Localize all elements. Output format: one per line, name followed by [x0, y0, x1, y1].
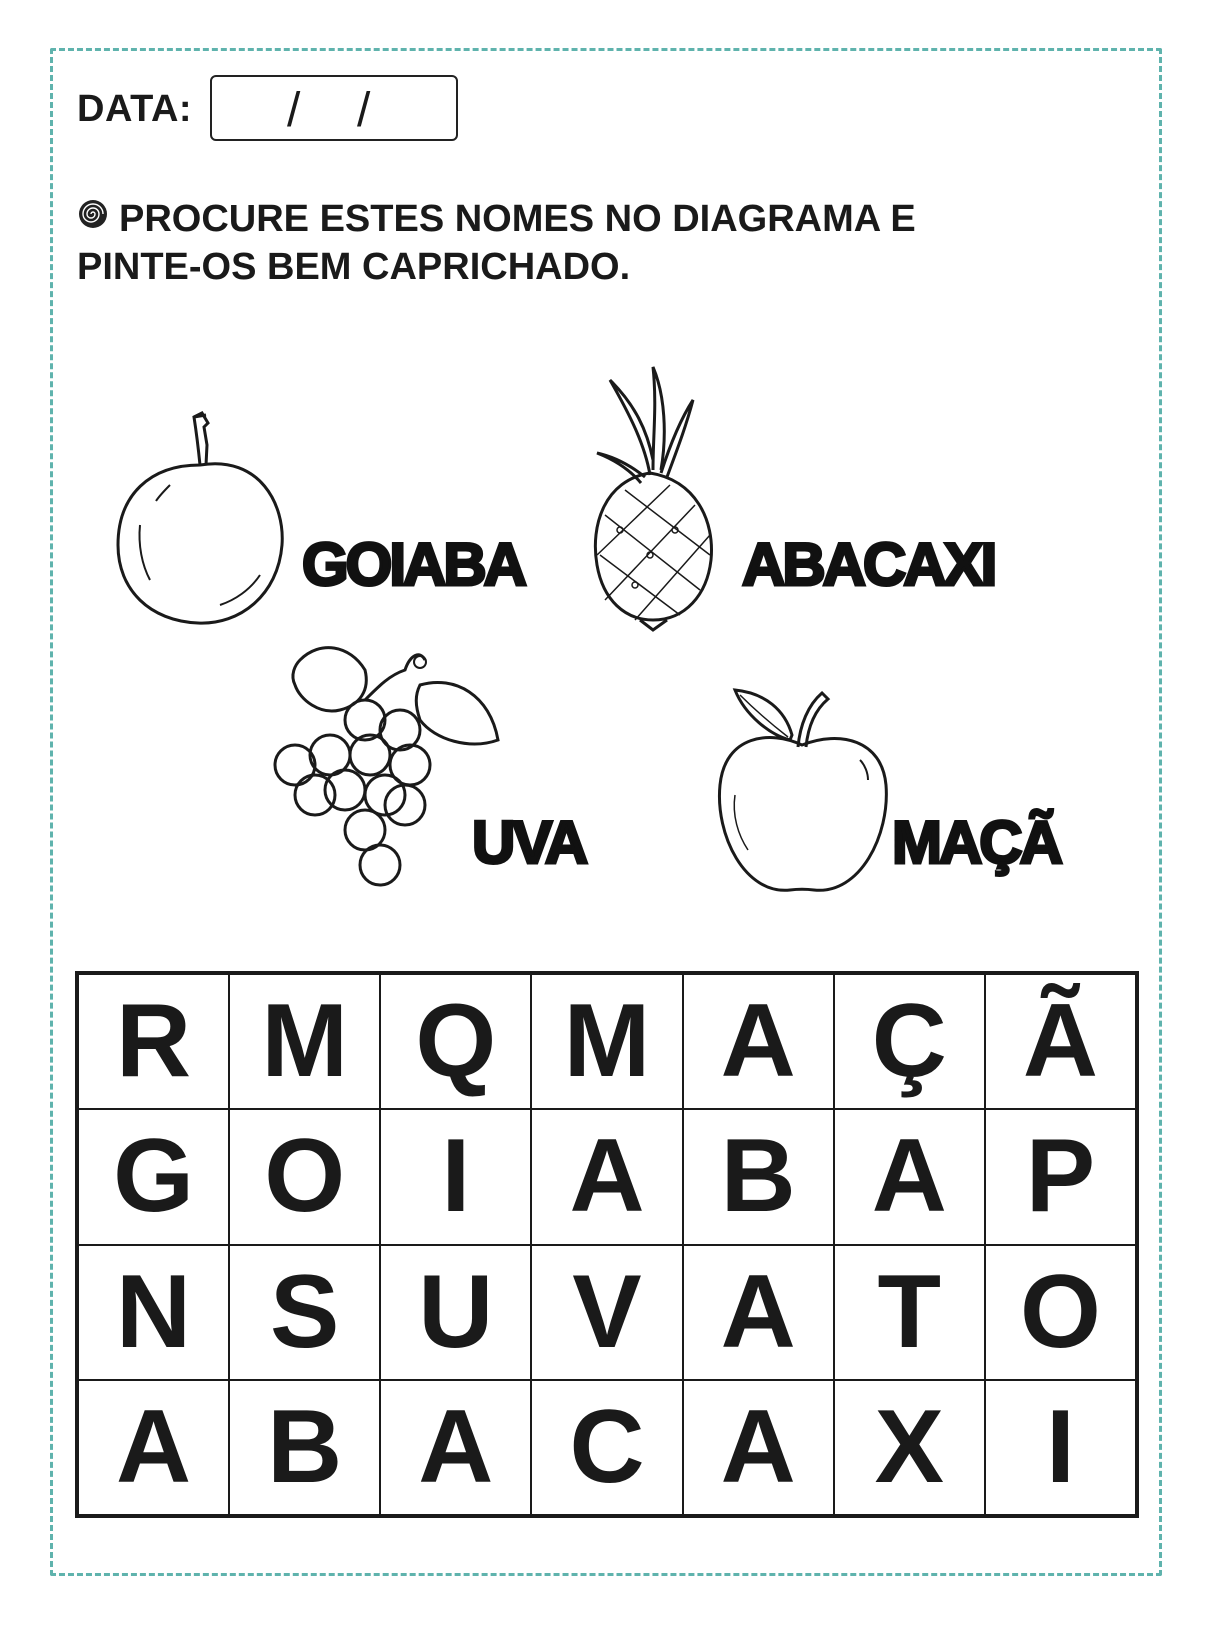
spiral-bullet-icon [77, 194, 109, 242]
date-field[interactable] [210, 75, 458, 141]
grid-cell[interactable]: A [834, 1109, 985, 1244]
grid-cell[interactable]: U [380, 1245, 531, 1380]
grid-cell[interactable]: B [229, 1380, 380, 1515]
grid-cell[interactable]: Ã [985, 974, 1136, 1109]
fruit-name-uva: UVA [472, 809, 586, 876]
date-separator: / [287, 84, 301, 137]
fruit-name-goiaba: GOIABA [302, 531, 524, 598]
instruction-label: PROCURE ESTES NOMES NO DIAGRAMA E PINTE-OS BEM CAPRICHADO. [77, 198, 916, 288]
grid-cell[interactable]: I [380, 1109, 531, 1244]
word-search-grid [75, 971, 1139, 1518]
grid-cell[interactable]: I [985, 1380, 1136, 1515]
grid-cell[interactable]: C [531, 1380, 682, 1515]
grid-cell[interactable]: Q [380, 974, 531, 1109]
grid-cell[interactable]: O [985, 1245, 1136, 1380]
grid-cell[interactable]: N [78, 1245, 229, 1380]
grid-cell[interactable]: V [531, 1245, 682, 1380]
grid-cell[interactable]: G [78, 1109, 229, 1244]
guava-icon [110, 405, 290, 635]
grid-cell[interactable]: A [78, 1380, 229, 1515]
grid-cell[interactable]: B [683, 1109, 834, 1244]
grid-cell[interactable]: A [531, 1109, 682, 1244]
grid-cell[interactable]: P [985, 1109, 1136, 1244]
grid-cell[interactable]: T [834, 1245, 985, 1380]
grid-cell[interactable]: O [229, 1109, 380, 1244]
grid-cell[interactable]: S [229, 1245, 380, 1380]
grid-cell[interactable]: Ç [834, 974, 985, 1109]
grid-cell[interactable]: A [380, 1380, 531, 1515]
grid-cell[interactable]: A [683, 1380, 834, 1515]
date-separator: / [357, 84, 371, 137]
grid-cell[interactable]: A [683, 974, 834, 1109]
grid-cell[interactable]: M [229, 974, 380, 1109]
grid-cell[interactable]: X [834, 1380, 985, 1515]
pineapple-icon [575, 365, 725, 640]
instruction-text [77, 195, 1037, 291]
date-label: DATA: [77, 88, 193, 130]
grid-cell[interactable]: A [683, 1245, 834, 1380]
fruit-name-abacaxi: ABACAXI [742, 531, 995, 598]
grid-cell[interactable]: R [78, 974, 229, 1109]
grid-cell[interactable]: M [531, 974, 682, 1109]
fruit-name-maca: MAÇÃ [892, 809, 1060, 876]
apple-icon [710, 685, 895, 905]
